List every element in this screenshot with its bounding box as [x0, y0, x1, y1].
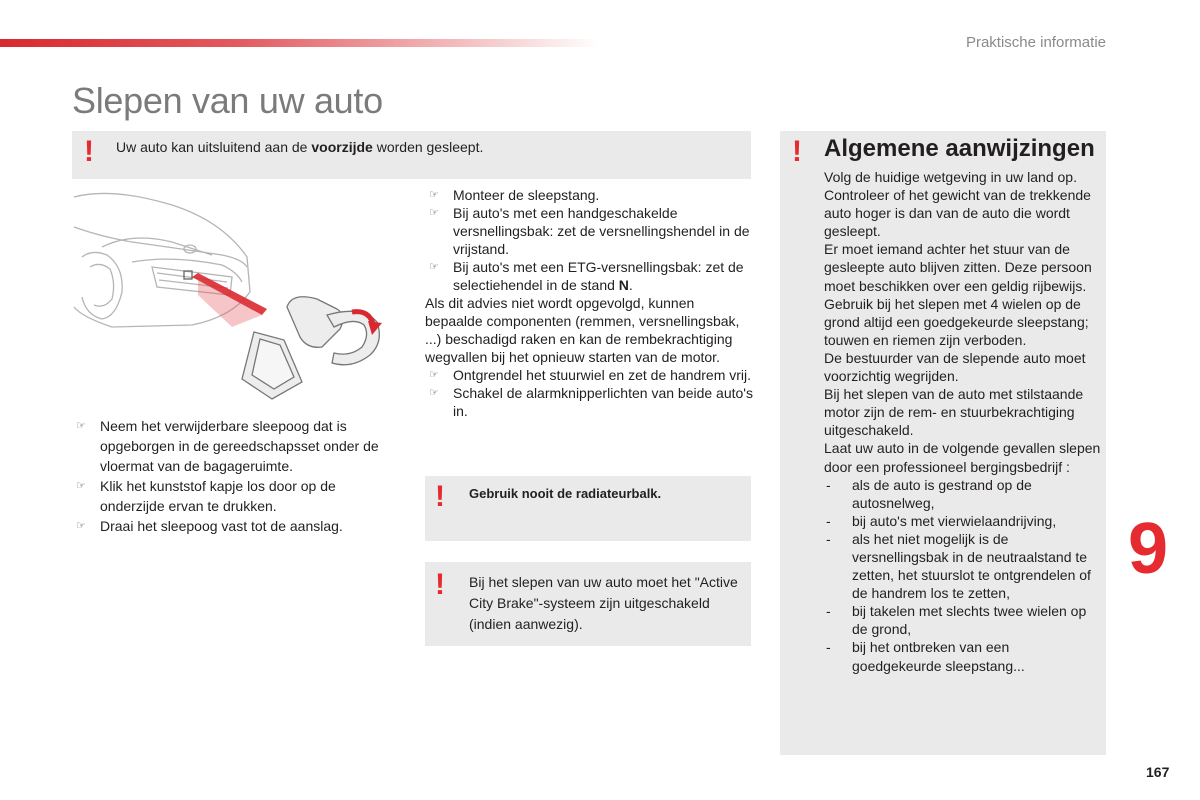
paragraph: Bij het slepen van de auto met stilstaande motor zijn de rem- en stuurbekrachtiging uitgeschakeld. — [824, 386, 1084, 439]
dash-marker: - — [826, 530, 831, 547]
pointing-hand-icon: ☞ — [429, 369, 439, 381]
warning-radiator-text: Gebruik nooit de radiateurbalk. — [469, 486, 662, 501]
pointing-hand-icon: ☞ — [429, 387, 439, 399]
paragraph: Er moet iemand achter het stuur van de gesleepte auto blijven zitten. Deze persoon moet beschikken over een geldig rijbewijs. — [824, 241, 1092, 294]
pointing-hand-icon: ☞ — [429, 189, 439, 201]
list-item: - bij het ontbreken van een goedgekeurde sleepstang... — [826, 639, 1025, 674]
paragraph: Controleer of het gewicht van de trekkende auto hoger is dan van de auto die wordt gesleept. — [824, 187, 1091, 240]
paragraph: Gebruik bij het slepen met 4 wielen op de grond altijd een goedgekeurde sleepstang; touwen en riemen zijn verboden. — [824, 295, 1089, 348]
list-item: ☞ Monteer de sleepstang. — [429, 187, 600, 203]
header-accent-bar — [0, 39, 600, 47]
exclamation-icon: ! — [84, 135, 94, 168]
warning-radiator-box — [425, 476, 751, 541]
paragraph: Volg de huidige wetgeving in uw land op. — [824, 169, 1077, 185]
mid-steps-list — [425, 186, 755, 420]
page-title: Slepen van uw auto — [72, 80, 383, 121]
list-item: ☞ Ontgrendel het stuurwiel en zet de handrem vrij. — [429, 367, 752, 383]
general-instructions-box — [780, 131, 1106, 755]
pointing-hand-icon: ☞ — [76, 420, 86, 432]
list-item: ☞ Bij auto's met een handgeschakelde versnellingsbak: zet de versnellingshendel in de vrijstand. — [429, 205, 750, 257]
list-item: - bij auto's met vierwielaandrijving, — [826, 512, 1057, 529]
towing-eye-illustration — [72, 187, 392, 407]
chapter-number: 9 — [1128, 509, 1169, 589]
paragraph: De bestuurder van de slepende auto moet voorzichtig wegrijden. — [824, 349, 1086, 385]
dash-marker: - — [826, 512, 831, 529]
dash-marker: - — [826, 639, 831, 656]
list-item: - als de auto is gestrand op de autosnelweg, — [826, 476, 1032, 511]
exclamation-icon: ! — [435, 480, 445, 513]
pointing-hand-icon: ☞ — [76, 480, 86, 492]
list-item: ☞ Schakel de alarmknipperlichten van beide auto's in. — [429, 385, 753, 419]
general-instructions-title: Algemene aanwijzingen — [824, 135, 1095, 162]
pointing-hand-icon: ☞ — [429, 261, 439, 273]
list-item: ☞ Klik het kunststof kapje los door op de onderzijde ervan te drukken. — [76, 478, 336, 514]
section-label: Praktische informatie — [965, 34, 1106, 51]
left-steps-list — [72, 416, 392, 536]
exclamation-icon: ! — [792, 135, 802, 168]
exclamation-icon: ! — [435, 568, 445, 601]
dash-marker: - — [826, 603, 831, 620]
page-number: 167 — [1146, 764, 1170, 780]
warning-active-city-brake-text: Bij het slepen van uw auto moet het "Active City Brake"-systeem zijn uitgeschakeld (indien aanwezig). — [469, 574, 738, 632]
warning-front-tow-box — [72, 131, 751, 179]
mid-note-text: Als dit advies niet wordt opgevolgd, kunnen bepaalde componenten (remmen, versnellingsbak, ...) beschadigd raken en kan de rembekrachtiging wegvallen bij het opnieuw starten van de motor. — [425, 295, 740, 365]
dash-marker: - — [826, 476, 831, 493]
warning-front-tow-text: Uw auto kan uitsluitend aan de voorzijde worden gesleept. — [116, 139, 484, 155]
list-item: ☞ Neem het verwijderbare sleepoog dat is opgeborgen in de gereedschapsset onder de vloermat van de bagageruimte. — [76, 418, 379, 474]
list-item: ☞ Draai het sleepoog vast tot de aanslag. — [76, 518, 343, 534]
list-item: ☞ Bij auto's met een ETG-versnellingsbak: zet de selectiehendel in de stand N. — [429, 259, 744, 293]
list-item: - bij takelen met slechts twee wielen op de grond, — [826, 603, 1087, 638]
pointing-hand-icon: ☞ — [76, 520, 86, 532]
general-instructions-body — [824, 168, 1102, 675]
list-item: - als het niet mogelijk is de versnellingsbak in de neutraalstand te zetten, het stuurslot te ontgrendelen of de handrem los te zetten, — [826, 530, 1091, 602]
warning-active-city-brake-box — [425, 562, 751, 646]
paragraph: Laat uw auto in de volgende gevallen slepen door een professioneel bergingsbedrijf : — [824, 440, 1101, 475]
pointing-hand-icon: ☞ — [429, 207, 439, 219]
